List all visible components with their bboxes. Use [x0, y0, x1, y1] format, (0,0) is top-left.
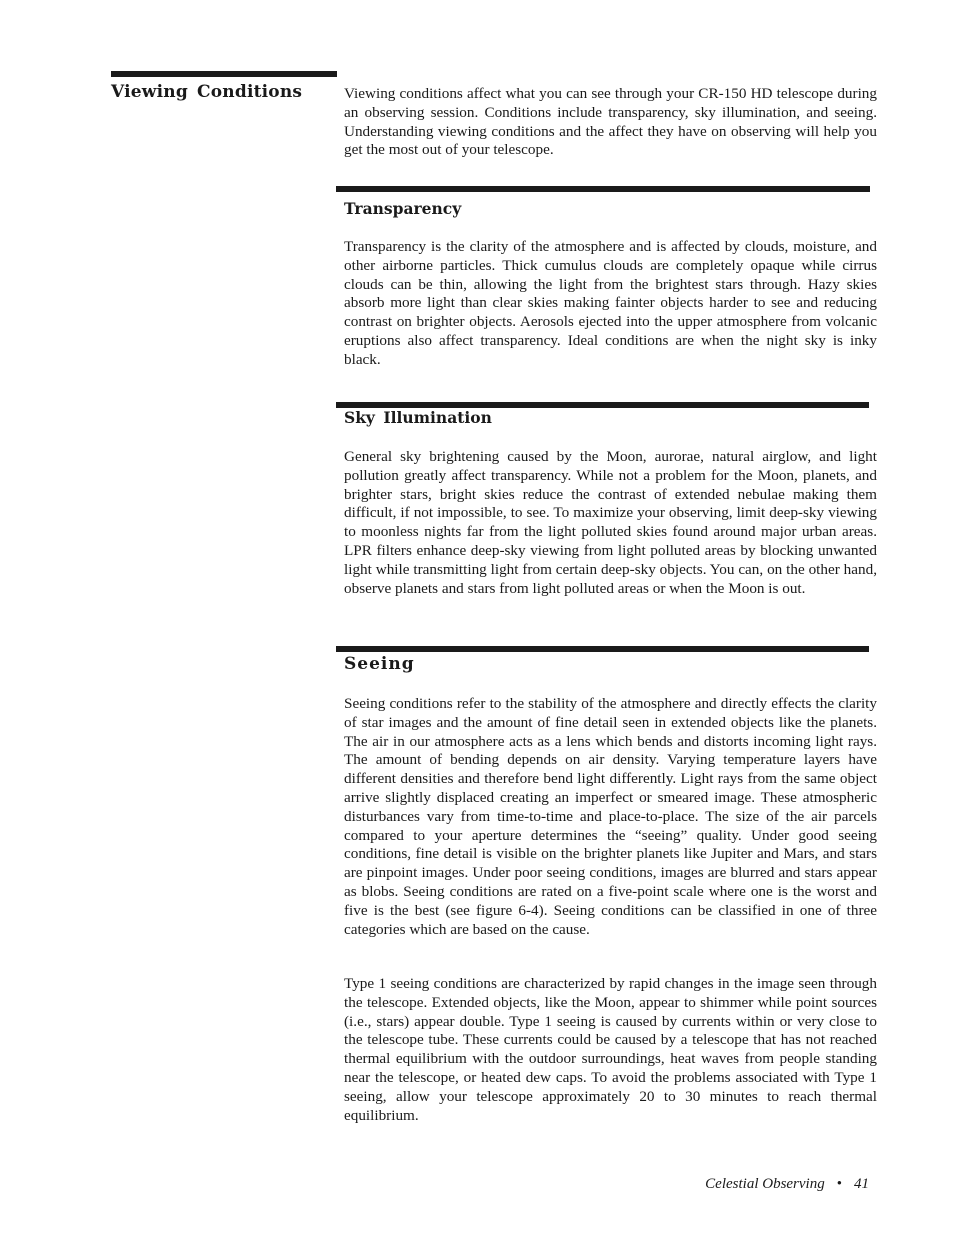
transparency-rule [336, 186, 870, 192]
section-rule [111, 71, 337, 77]
page-number: 41 [854, 1176, 869, 1192]
seeing-paragraph-1: Seeing conditions refer to the stability of the atmosphere and directly effects the clarity of star images and the amount of fine detail seen in extended objects like the planets. The air in our atmosphere acts as a lens which bends and distorts incoming light rays. The amount of bending depends on air density. Varying temperature layers have different densities and therefore bend light differently. Light rays from the same object arrive slightly displaced creating an imperfect or smeared image. These atmospheric disturbances vary from time-to-time and place-to-place. The size of the air parcels compared to your aperture determines the “seeing” quality. Under good seeing conditions, fine detail is visible on the brighter planets like Jupiter and Mars, and stars are pinpoint images. Under poor seeing conditions, images are blurred and stars appear as blobs. Seeing conditions are rated on a five-point scale where one is the worst and five is the best (see figure 6-4). Seeing conditions can be classified in one of three categories which are based on the cause. [344, 695, 877, 938]
section-title: Viewing Conditions [111, 82, 303, 102]
seeing-rule [336, 646, 869, 652]
page-footer [705, 1176, 869, 1193]
transparency-paragraph: Transparency is the clarity of the atmosphere and is affected by clouds, moisture, and other airborne particles. Thick cumulus clouds are completely opaque while cirrus clouds can be thin, allowing the light from the brightest stars through. Hazy skies absorb more light than clear skies making fainter objects harder to see and reducing contrast on brighter objects. Aerosols ejected into the upper atmosphere from volcanic eruptions also affect transparency. Ideal conditions are when the night sky is inky black. [344, 238, 877, 368]
sky-illumination-paragraph: General sky brightening caused by the Moon, aurorae, natural airglow, and light pollution greatly affect transparency. While not a problem for the Moon, planets, and brighter stars, bright skies reduce the contrast of extended nebulae making them difficult, if not impossible, to see. To maximize your observing, limit deep-sky viewing to moonless nights far from the light polluted skies found around major urban areas. LPR filters enhance deep-sky viewing from light polluted areas by blocking unwanted light while transmitting light from certain deep-sky objects. You can, on the other hand, observe planets and stars from light polluted areas or when the Moon is out. [344, 448, 877, 597]
footer-separator: • [836, 1176, 842, 1192]
sky-illumination-heading: Sky Illumination [344, 408, 492, 427]
transparency-heading: Transparency [344, 199, 462, 218]
seeing-heading: Seeing [344, 654, 415, 674]
seeing-paragraph-2: Type 1 seeing conditions are characterized by rapid changes in the image seen through the telescope. Extended objects, like the Moon, appear to shimmer while point sources (i.e., stars) appear double. Type 1 seeing is caused by currents within or very close to the telescope tube. These currents could be caused by a telescope that has not reached thermal equilibrium with the outdoor surroundings, heat waves from people standing near the telescope, or heated dew caps. To avoid the problems associated with Type 1 seeing, allow your telescope approximately 20 to 30 minutes to reach thermal equilibrium. [344, 975, 877, 1124]
intro-paragraph: Viewing conditions affect what you can see through your CR-150 HD telescope during an observing session. Conditions include transparency, sky illumination, and seeing. Understanding viewing conditions and the affect they have on observing will help you get the most out of your telescope. [344, 85, 877, 159]
footer-chapter: Celestial Observing [705, 1176, 825, 1192]
